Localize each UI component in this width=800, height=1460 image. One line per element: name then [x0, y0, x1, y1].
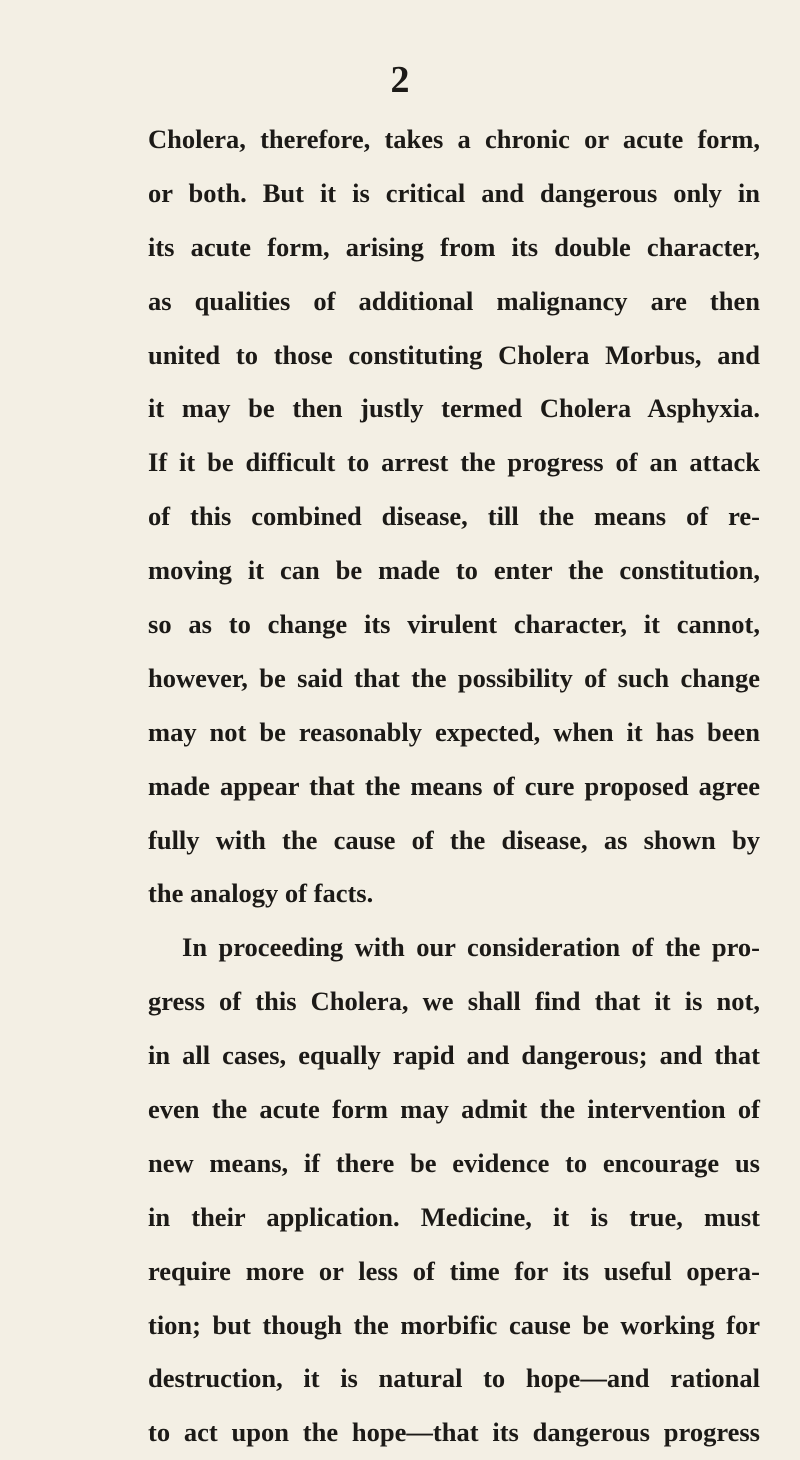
text-line: moving it can be made to enter the constitution, [148, 555, 760, 586]
text-line: gress of this Cholera, we shall find that it is not, [148, 986, 760, 1017]
text-line: destruction, it is natural to hope—and rational [148, 1363, 760, 1394]
page-number: 2 [390, 59, 410, 101]
paragraph-start-line: In proceeding with our consideration of the pro- [182, 932, 760, 963]
text-line: in their application. Medicine, it is true, must [148, 1201, 760, 1232]
text-line: united to those constituting Cholera Morbus, and [148, 339, 760, 370]
text-line: however, be said that the possibility of such change [148, 662, 760, 693]
text-line: If it be difficult to arrest the progress of an attack [148, 447, 760, 478]
text-line: fully with the cause of the disease, as shown by [148, 824, 760, 855]
text-line: of this combined disease, till the means of re- [148, 501, 760, 532]
text-line: it may be then justly termed Cholera Asphyxia. [148, 393, 760, 424]
text-line: its acute form, arising from its double character, [148, 231, 760, 262]
text-line: made appear that the means of cure proposed agree [148, 770, 760, 801]
text-line: or both. But it is critical and dangerous only in [148, 177, 760, 208]
text-line: tion; but though the morbific cause be working for [148, 1309, 760, 1340]
text-line: so as to change its virulent character, it cannot, [148, 609, 760, 640]
text-line: even the acute form may admit the intervention of [148, 1094, 760, 1125]
text-line: as qualities of additional malignancy are then [148, 285, 760, 316]
text-line: require more or less of time for its useful opera- [148, 1255, 760, 1286]
body-text [148, 113, 760, 1460]
text-line: Cholera, therefore, takes a chronic or acute form, [148, 124, 760, 154]
text-line: may not be reasonably expected, when it has been [148, 716, 760, 747]
text-line: to act upon the hope—that its dangerous progress [148, 1417, 760, 1448]
text-line: in all cases, equally rapid and dangerous; and that [148, 1040, 760, 1071]
text-line: new means, if there be evidence to encourage us [148, 1147, 760, 1178]
paragraph-end-line: the analogy of facts. [148, 878, 374, 909]
